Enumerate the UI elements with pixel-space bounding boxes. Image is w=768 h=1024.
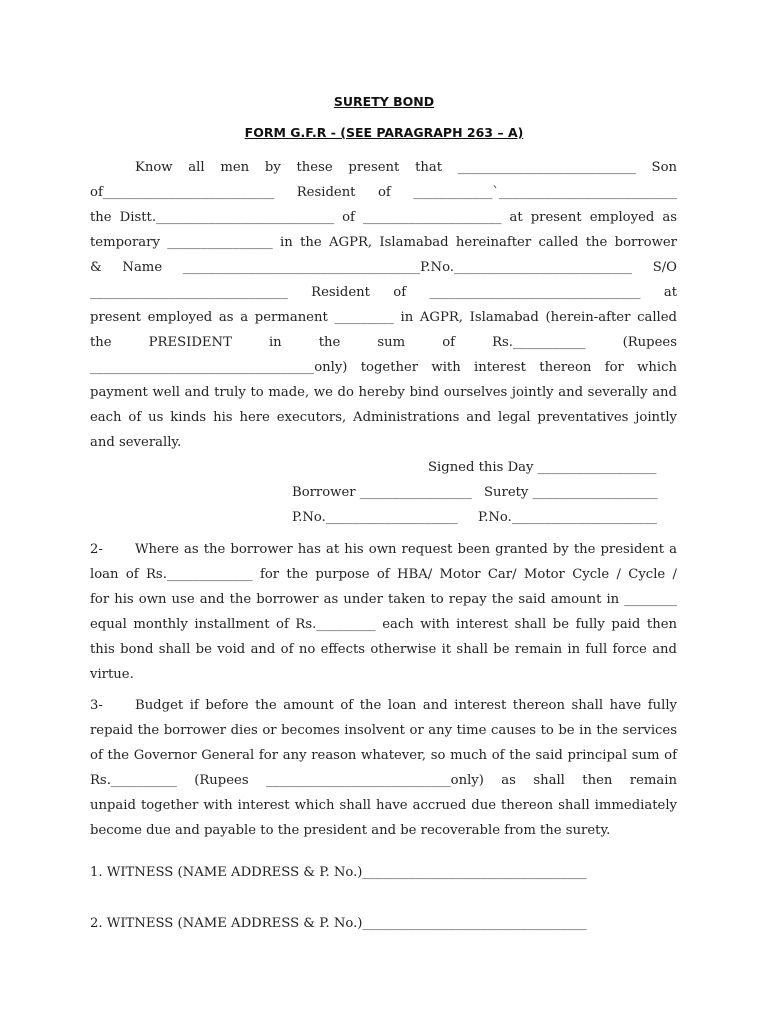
witness-1-field: 1. WITNESS (NAME ADDRESS & P. No.)__________________________________	[90, 865, 587, 880]
para3-line: become due and payable to the president and be recoverable from the surety.	[90, 823, 611, 838]
para1-line: __________________________________only) together with interest thereon for which	[90, 360, 677, 375]
para2-line: Where as the borrower has at his own request been granted by the president a	[135, 542, 677, 557]
para1-line: & Name ____________________________________P.No.___________________________ S/O	[90, 260, 677, 275]
para1-line: of__________________________ Resident of ____________`___________________________	[90, 185, 677, 200]
para2-number: 2-	[90, 542, 103, 557]
para1-line: payment well and truly to made, we do hereby bind ourselves jointly and severally and	[90, 385, 677, 400]
para2-line: equal monthly installment of Rs._________ each with interest shall be fully paid then	[90, 617, 677, 632]
para2-line: for his own use and the borrower as under taken to repay the said amount in ________	[90, 592, 677, 607]
para1-line: and severally.	[90, 435, 182, 450]
witness-2-field: 2. WITNESS (NAME ADDRESS & P. No.)__________________________________	[90, 916, 587, 931]
para3-line: repaid the borrower dies or becomes insolvent or any time causes to be in the services	[90, 723, 677, 738]
para2-line: loan of Rs._____________ for the purpose of HBA/ Motor Car/ Motor Cycle / Cycle /	[90, 567, 677, 582]
borrower-field: Borrower _________________	[292, 485, 472, 500]
para3-line: Rs.__________ (Rupees ____________________________only) as shall then remain	[90, 773, 677, 788]
para3-line: of the Governor General for any reason whatever, so much of the said principal sum of	[90, 748, 677, 763]
para1-line: the PRESIDENT in the sum of Rs.___________ (Rupees	[90, 335, 677, 350]
surety-pno-field: P.No.______________________	[478, 510, 657, 525]
borrower-pno-field: P.No.____________________	[292, 510, 458, 525]
para3-number: 3-	[90, 698, 103, 713]
para1-line: each of us kinds his here executors, Administrations and legal preventatives jointly	[90, 410, 677, 425]
para3-line: Budget if before the amount of the loan and interest thereon shall have fully	[135, 698, 677, 713]
surety-field: Surety ___________________	[484, 485, 658, 500]
para1-line: ______________________________ Resident of ________________________________ at	[90, 285, 677, 300]
para2-line: virtue.	[90, 667, 134, 682]
para1-line: Know all men by these present that ___________________________ Son	[135, 160, 677, 175]
para1-line: temporary ________________ in the AGPR, Islamabad hereinafter called the borrower	[90, 235, 677, 250]
para1-line: present employed as a permanent _________ in AGPR, Islamabad (herein-after called	[90, 310, 677, 325]
signed-day-field: Signed this Day __________________	[428, 460, 657, 475]
document-subtitle: FORM G.F.R - (SEE PARAGRAPH 263 – A)	[244, 125, 524, 140]
para1-line: the Distt.___________________________ of _____________________ at present employed as	[90, 210, 677, 225]
document-title: SURETY BOND	[333, 94, 435, 109]
para2-line: this bond shall be void and of no effects otherwise it shall be remain in full force and	[90, 642, 677, 657]
para3-line: unpaid together with interest which shall have accrued due thereon shall immediately	[90, 798, 677, 813]
